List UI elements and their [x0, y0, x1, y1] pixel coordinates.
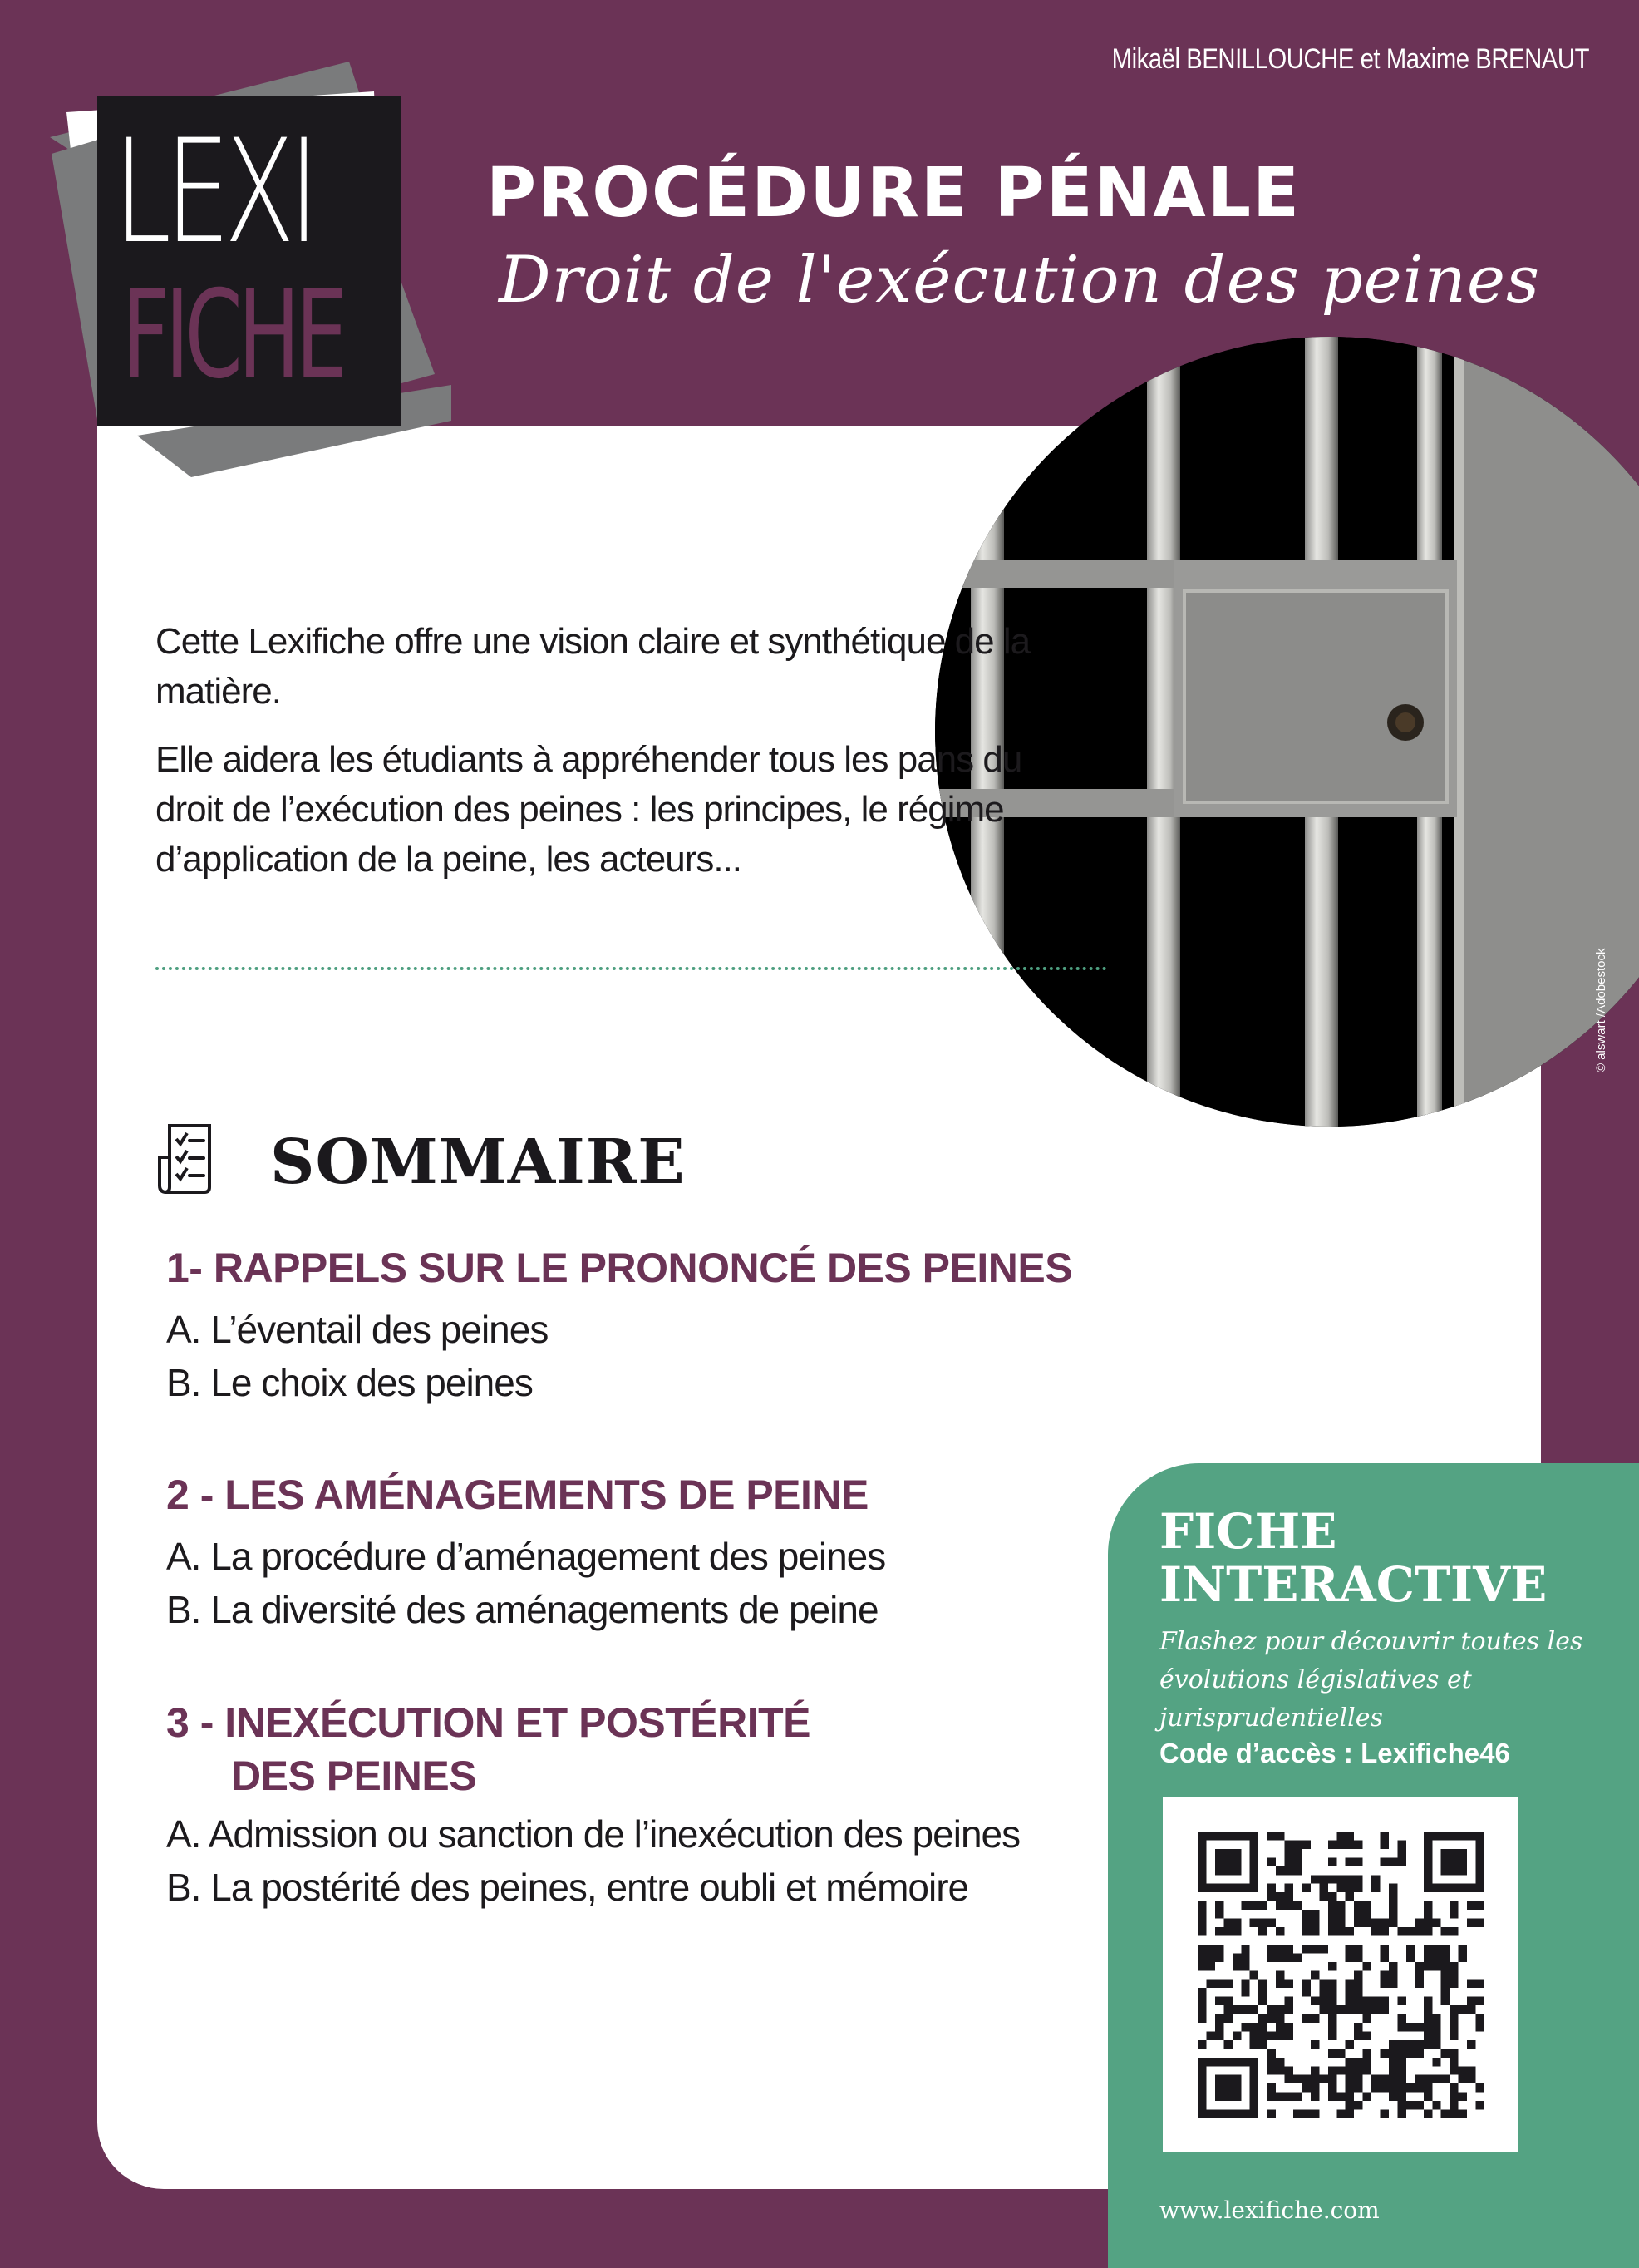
section-item: A. L’éventail des peines: [166, 1308, 549, 1351]
qr-code-icon: [1198, 1832, 1484, 2118]
lexifiche-logo: [97, 96, 401, 426]
dotted-divider: [155, 967, 1107, 970]
interactive-title: [1159, 1505, 1547, 1611]
intro-text: [155, 617, 1036, 903]
section-item: B. Le choix des peines: [166, 1361, 533, 1404]
authors: Mikaël BENILLOUCHE et Maxime BRENAUT: [1111, 43, 1589, 75]
qr-code[interactable]: [1163, 1797, 1518, 2152]
section-item: A. Admission ou sanction de l’inexécution des peines: [166, 1812, 1021, 1856]
access-code: Code d’accès : Lexifiche46: [1159, 1738, 1510, 1768]
page-title: PROCÉDURE PÉNALE: [486, 154, 1301, 233]
website-link[interactable]: www.lexifiche.com: [1159, 2197, 1380, 2224]
intro-paragraph: Cette Lexifiche offre une vision claire et synthétique de la matière.: [155, 621, 1031, 712]
interactive-title-line2: INTERACTIVE: [1159, 1556, 1548, 1613]
interactive-panel: [1108, 1463, 1639, 2268]
section-item: B. La postérité des peines, entre oubli et mémoire: [166, 1866, 969, 1909]
photo-credit: © alswart /Adobestock: [1594, 948, 1608, 1072]
section-heading: 2 - LES AMÉNAGEMENTS DE PEINE: [166, 1472, 869, 1518]
section-item: B. La diversité des aménagements de peine: [166, 1588, 879, 1631]
section-heading: 3 - INEXÉCUTION ET POSTÉRITÉ: [166, 1699, 810, 1746]
intro-paragraph: Elle aidera les étudiants à appréhender tous les pans du droit de l’exécution des peines : les principes, le régime d’application de la peine, les acteurs...: [155, 739, 1022, 880]
interactive-title-line1: FICHE: [1159, 1503, 1337, 1560]
section-item: A. La procédure d’aménagement des peines: [166, 1535, 886, 1578]
logo-fiche-text: FICHE: [122, 264, 343, 406]
page-subtitle: Droit de l'exécution des peines: [499, 243, 1541, 318]
logo-lexi-text: LEXI: [114, 108, 313, 275]
section-heading-continued: DES PEINES: [231, 1753, 477, 1799]
section-heading: 1- RAPPELS SUR LE PRONONCÉ DES PEINES: [166, 1245, 1073, 1291]
interactive-description: Flashez pour découvrir toutes les évolutions législatives et jurisprudentielles: [1159, 1627, 1583, 1733]
sommaire-section-1: [166, 1241, 1072, 1409]
sommaire-section-2: [166, 1468, 885, 1636]
sommaire-section-3: [166, 1696, 1020, 1914]
checklist-icon: [156, 1122, 214, 1196]
sommaire-heading: SOMMAIRE: [270, 1127, 686, 1198]
